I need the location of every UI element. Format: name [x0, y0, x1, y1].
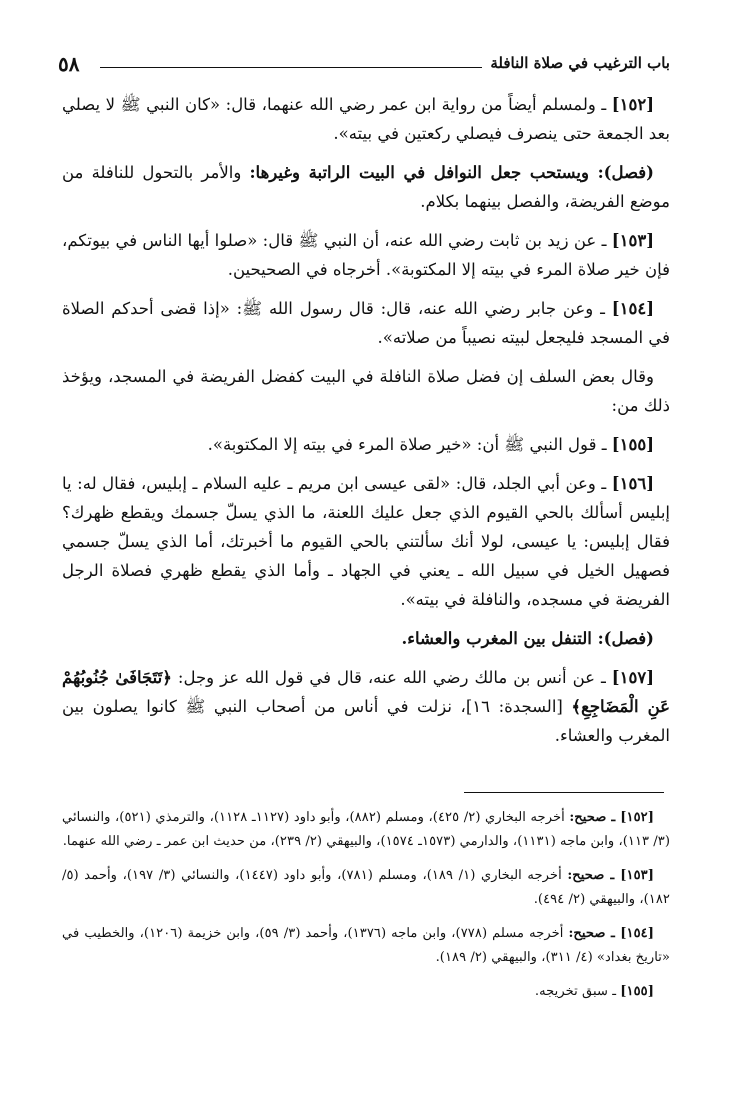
page-number: ٥٨: [58, 52, 80, 76]
hadith-number: [١٥٥]: [611, 435, 654, 454]
footnote-text: أخرجه البخاري (٢/ ٤٢٥)، ومسلم (٨٨٢)، وأبو داود (١١٢٧ـ ١١٢٨)، والترمذي (٥٢١)، والنسائي (٣/ ١١٣)، وابن ماجه (١١٣١)، والدارمي (١٥٧٣ـ ١٥٧٤)، والبيهقي (٢/ ٢٣٩)، من حديث ابن عمر ـ رضي الله عنهما.: [62, 810, 670, 849]
footnote-text: أخرجه البخاري (١/ ١٨٩)، ومسلم (٧٨١)، وأبو داود (١٤٤٧)، والنسائي (٣/ ١٩٧)، وأحمد (٥/ ١٨٢)، والبيهقي (٢/ ٤٩٤).: [62, 868, 670, 907]
main-text: [62, 90, 670, 760]
hadith-text-continued: [السجدة: ١٦]، نزلت في أناس من أصحاب النبي ﷺ كانوا يصلون بين المغرب والعشاء.: [62, 697, 670, 745]
hadith-154: [62, 294, 670, 352]
hadith-number: [١٥٦]: [611, 474, 654, 493]
footnote-number: [١٥٢]: [620, 810, 654, 825]
hadith-text: ـ وعن جابر رضي الله عنه، قال: قال رسول الله ﷺ: «إذا قضى أحدكم الصلاة في المسجد فليجعل لبيته نصيباً من صلاته».: [62, 299, 670, 347]
section-heading: (فصل): ويستحب جعل النوافل في البيت الراتبة وغيرها:: [249, 163, 654, 182]
hadith-text: ـ وعن أبي الجلد، قال: «لقى عيسى ابن مريم ـ عليه السلام ـ إبليس، فقال له: يا إبليس أسألك بالحي القيوم الذي جعل عليك اللعنة، ما الذي يسلّ جسمك ويقطع ظهرك؟ فقال إبليس: يا عيسى، لولا أنك سألتني بالحي القيوم ما أخبرتك، أما الذي يسلّ جسمي فصهيل الخيل في سبيل الله ـ يعني في الجهاد ـ وأما الذي يقطع ظهري فصلاة الرجل الفريضة في مسجده، والنافلة في بيته».: [62, 474, 670, 609]
hadith-text: ـ ولمسلم أيضاً من رواية ابن عمر رضي الله عنهما، قال: «كان النبي ﷺ لا يصلي بعد الجمعة حتى ينصرف فيصلي ركعتين في بيته».: [62, 95, 670, 143]
footnote-divider: [464, 792, 664, 793]
section-fasl-maghrib: [62, 624, 670, 653]
page-header: [58, 52, 670, 82]
hadith-157: [62, 663, 670, 750]
hadith-text: ـ عن زيد بن ثابت رضي الله عنه، أن النبي ﷺ قال: «صلوا أيها الناس في بيوتكم، فإن خير صلاة المرء في بيته إلا المكتوبة». أخرجاه في الصحيحين.: [62, 231, 670, 279]
salaf-paragraph: [62, 362, 670, 420]
hadith-152: [62, 90, 670, 148]
footnote-154: [62, 922, 670, 970]
footnote-number: [١٥٥]: [620, 984, 654, 999]
hadith-text: ـ عن أنس بن مالك رضي الله عنه، قال في قول الله عز وجل:: [171, 668, 612, 687]
hadith-number: [١٥٢]: [611, 95, 654, 114]
section-heading: (فصل): التنفل بين المغرب والعشاء.: [401, 629, 654, 648]
quran-verse: ﴿تَتَجَافَىٰ جُنُوبُهُمْ عَنِ الْمَضَاجِعِ﴾: [62, 668, 670, 716]
section-text: والأمر بالتحول للنافلة من موضع الفريضة، والفصل بينهما بكلام.: [62, 163, 670, 211]
footnotes: [62, 806, 670, 1014]
footnote-153: [62, 864, 670, 912]
footnote-grade: ـ صحيح:: [567, 868, 621, 883]
footnote-155: [62, 980, 670, 1004]
hadith-156: [62, 469, 670, 614]
footnote-grade: ـ صحيح:: [569, 810, 621, 825]
hadith-number: [١٥٤]: [611, 299, 654, 318]
paragraph-text: وقال بعض السلف إن فضل صلاة النافلة في البيت كفضل الفريضة في المسجد، ويؤخذ ذلك من:: [62, 367, 670, 415]
hadith-text: ـ قول النبي ﷺ أن: «خير صلاة المرء في بيته إلا المكتوبة».: [207, 435, 612, 454]
hadith-number: [١٥٧]: [611, 668, 655, 687]
footnote-grade: ـ صحيح:: [568, 926, 621, 941]
hadith-153: [62, 226, 670, 284]
footnote-text: أخرجه مسلم (٧٧٨)، وابن ماجه (١٣٧٦)، وأحمد (٣/ ٥٩)، وابن خزيمة (١٢٠٦)، والخطيب في «تاريخ بغداد» (٤/ ٣١١)، والبيهقي (٢/ ١٨٩).: [62, 926, 670, 965]
section-fasl-nawafil: [62, 158, 670, 216]
header-rule: [100, 67, 482, 68]
hadith-number: [١٥٣]: [611, 231, 654, 250]
footnote-number: [١٥٣]: [620, 868, 654, 883]
footnote-152: [62, 806, 670, 854]
footnote-text: ـ سبق تخريجه.: [534, 984, 621, 999]
hadith-155: [62, 430, 670, 459]
chapter-title: باب الترغيب في صلاة النافلة: [490, 54, 670, 72]
footnote-number: [١٥٤]: [620, 926, 655, 941]
